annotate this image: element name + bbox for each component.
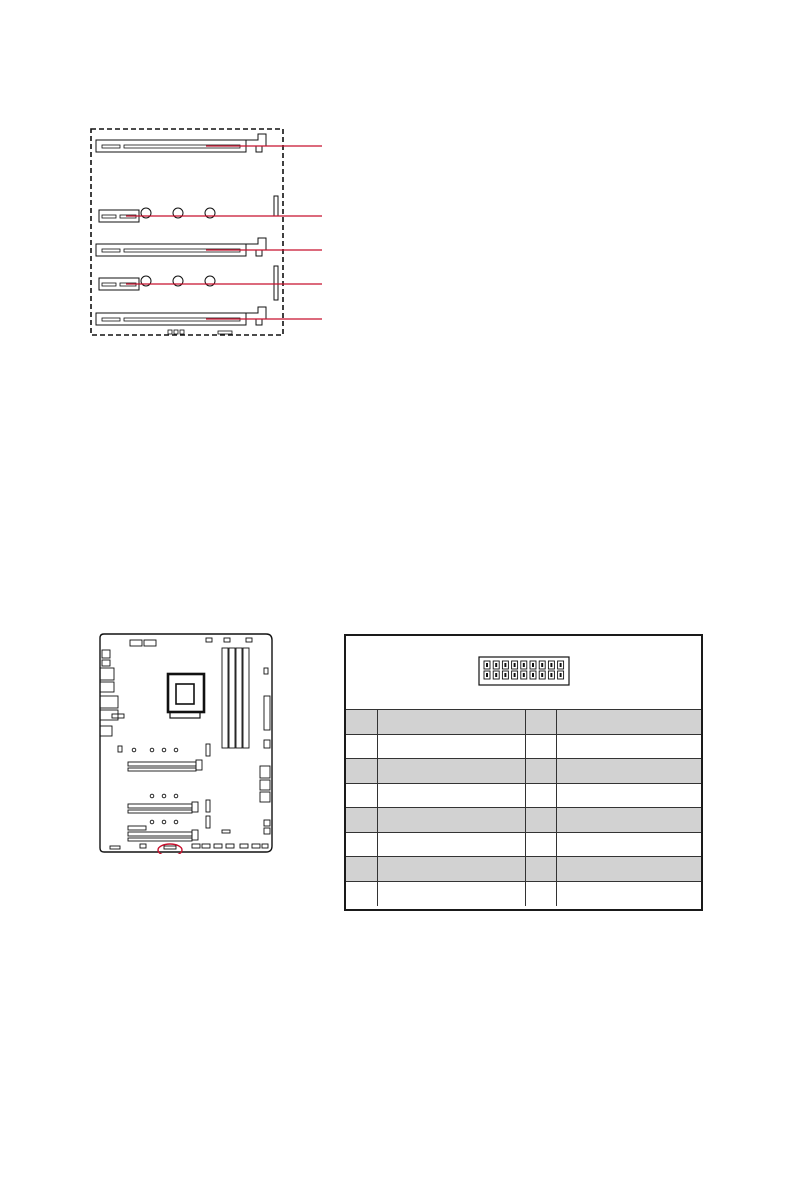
pin-table [346, 709, 701, 906]
table-cell [556, 881, 701, 906]
header-pin [502, 661, 508, 669]
header-pin [558, 671, 564, 679]
table-cell [377, 832, 525, 857]
table-row [346, 759, 701, 784]
table-cell [377, 734, 525, 759]
table-cell [377, 783, 525, 808]
table-cell [556, 783, 701, 808]
table-cell [525, 783, 556, 808]
pin-definition-table [344, 634, 703, 911]
rear-io-ports [100, 650, 124, 736]
table-cell [556, 832, 701, 857]
slot-pcie-x1-4 [99, 276, 215, 290]
table-cell [556, 857, 701, 882]
table-row [346, 832, 701, 857]
table-cell [556, 734, 701, 759]
table-cell [377, 857, 525, 882]
header-pin [548, 671, 554, 679]
table-cell [525, 832, 556, 857]
slot-pcie-x16-1 [96, 134, 266, 152]
table-row [346, 808, 701, 833]
table-cell [346, 783, 377, 808]
m2-slots [118, 744, 210, 828]
pin-header-icon [478, 656, 570, 686]
table-cell [525, 759, 556, 784]
table-cell [525, 857, 556, 882]
header-pin [530, 661, 536, 669]
board-outline [100, 634, 272, 852]
header-pin [521, 671, 527, 679]
table-cell [525, 734, 556, 759]
table-cell [525, 881, 556, 906]
header-pin [484, 671, 490, 679]
header-pin [512, 671, 518, 679]
table-cell [525, 710, 556, 735]
table-cell [346, 808, 377, 833]
table-row [346, 734, 701, 759]
table-cell [377, 710, 525, 735]
header-pin [484, 661, 490, 669]
table-cell [525, 808, 556, 833]
bottom-headers [110, 844, 268, 849]
table-cell [377, 881, 525, 906]
table-cell [556, 759, 701, 784]
table-cell [346, 857, 377, 882]
table-cell [346, 759, 377, 784]
top-connectors [130, 638, 252, 646]
board-section-outline [91, 129, 283, 335]
table-row [346, 881, 701, 906]
header-pin [548, 661, 554, 669]
table-row [346, 857, 701, 882]
header-pin [493, 671, 499, 679]
table-cell [346, 881, 377, 906]
table-row [346, 710, 701, 735]
header-pin [493, 661, 499, 669]
table-row [346, 783, 701, 808]
header-pin [530, 671, 536, 679]
dimm-slots [222, 648, 249, 748]
table-cell [346, 832, 377, 857]
header-pin [521, 661, 527, 669]
slot-pcie-x16-3 [96, 238, 266, 256]
motherboard-overview [96, 632, 276, 854]
pcie-slots [128, 760, 202, 841]
header-pin [512, 661, 518, 669]
header-pin [502, 671, 508, 679]
table-cell [556, 808, 701, 833]
header-pin [558, 661, 564, 669]
table-cell [377, 808, 525, 833]
header-pin [539, 661, 545, 669]
slot-pcie-x16-5 [96, 307, 266, 325]
cpu-socket [168, 674, 204, 718]
table-cell [556, 710, 701, 735]
table-cell [346, 734, 377, 759]
table-cell [346, 710, 377, 735]
expansion-slots-diagram [88, 126, 328, 340]
header-pin [539, 671, 545, 679]
bottom-pins [168, 330, 232, 334]
table-cell [377, 759, 525, 784]
slot-pcie-x1-2 [99, 208, 215, 222]
